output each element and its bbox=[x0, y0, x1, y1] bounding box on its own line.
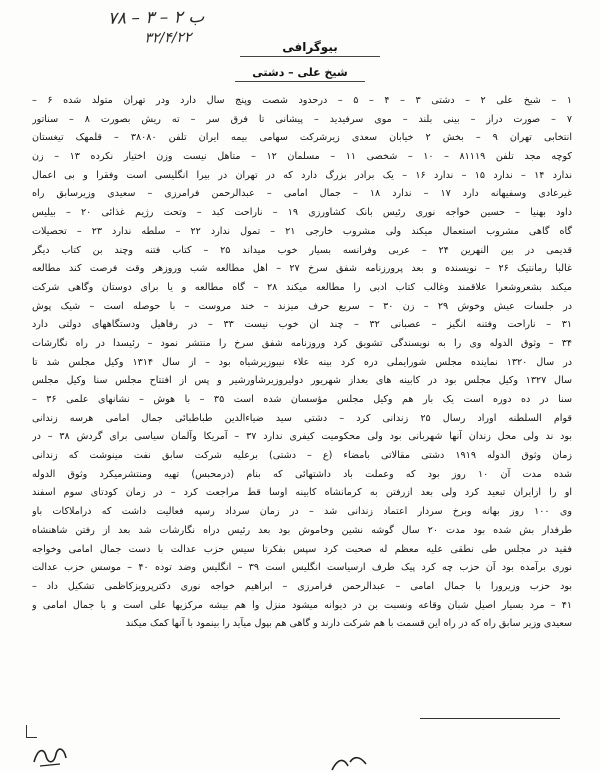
file-number: ۷۸ – ۳ – ۲ ب bbox=[107, 7, 205, 29]
file-date: ۳۲/۴/۲۲ bbox=[144, 29, 192, 47]
margin-bracket-mark bbox=[26, 725, 37, 738]
text-line: در جلسات عیش وخوش ۲۹ – زن ۳۰ – سریع حرف میزند – خند مروست – با حوصله است – شیک پوش bbox=[32, 300, 572, 312]
text-line: قدیمی در بین النهرین ۲۴ – عربی وفرانسه بسیار خوب میداند ۲۵ – کتاب فتنه وچند بن کتاب دیگر bbox=[32, 244, 572, 256]
text-line: کوچه مجد تلفن ۸۱۱۱۹ – ۱۰ – شخصی ۱۱ – مسلمان ۱۲ – متاهل نیست وزن اختیار نکرده ۱۳ – زن bbox=[32, 151, 572, 163]
text-line: زمان وثوق الدوله ۱۹۱۹ دشتی مقالاتی بامضاء (ع – دشتی) برعلیه شرکت سابق نفت مینوشت که زندانی bbox=[32, 450, 572, 462]
text-line: میکند بشعروشعرا علاقمند وغالب کتاب ادبی را مطالعه میکند ۲۸ – گاه مطالعه و یا برای دوستان وگاهی شرکت bbox=[32, 281, 572, 293]
text-line: گاه گاهی مشروب استعمال میکند ولی مشروب خارجی ۲۱ – تمول ندارد ۲۲ – سلطه ندارد ۲۳ – تحصیلات bbox=[32, 225, 572, 237]
text-line: غیرعادی وسفیهانه دارد ۱۷ – ندارد ۱۸ – جمال امامی – عبدالرحمن فرامرزی – سعیدی وزیرسابق راه bbox=[32, 188, 572, 200]
text-line: سعیدی وزیر سابق راه که در راه این قسمت با هم شرکت دارند و گاهی هم بپول میآید را بینمود با آنها کمک میکند bbox=[125, 618, 572, 630]
text-line: سال ۱۳۲۷ وکیل مجلس بود در کابینه های بعداز شهریور دولیروزیرشاورشیر و پس از افتتاح مجلس سنا وکیل مجلس bbox=[32, 375, 572, 387]
text-line: سنا در ده دوره است یک بار هم وکیل مجلس مؤسسان شده است ۳۵ – با هوش – نشانهای علمی ۳۶ – bbox=[32, 394, 572, 405]
text-line: ۳۱ – ناراحت وفتنه انگیز – عصبانی ۳۲ – چند ان خوب نیست ۳۳ – در رفاهیل ودستگاههای دولتی دارد bbox=[32, 319, 572, 331]
text-line: در سال ۱۳۲۰ نماینده مجلس شورایملی دره کرد بینه علاء نیبوزیرشیاه بود – از سال ۱۳۱۴ وکیل مجلس شد تا bbox=[32, 356, 572, 368]
text-line: ۱ – شیخ علی ۲ – دشتی ۳ – ۴ – ۵ – درحدود شصت وپنج سال دارد ودر تهران متولد شده ۶ – bbox=[32, 95, 572, 106]
underline-mark bbox=[420, 718, 560, 719]
text-line: انتخابی تهران ۹ – بخش ۲ خیابان سعدی زیرشرکت سهامی بیمه ایران تلفن ۳۸۰۸۰ – قلمهک تیغستان bbox=[32, 132, 572, 144]
text-line: ۴۱ – مرد بسیار اصیل شبان وقاعه ونسبت بن در دیوانه میشود منزل وا هم بیشه مرکزیها علی است و با جمال امامی و bbox=[32, 599, 572, 611]
text-line: بود حزب وزیرورا با جمال امامی – عبدالرحمن فرامرزی – ابراهیم خواجه نوری دکترپرویزکاظمی تشکیل داد – bbox=[32, 580, 572, 592]
text-line: فقید در مجلس طی نطقی علیه معظم له صحبت کرد سپس بفکرتا سیس حزب عدالت با دست جمال امامی وخواجه bbox=[32, 543, 572, 555]
text-line: قوام السلطنه اوراد رسال ۲۵ زندانی کرد – دشتی سید ضیاءالدین طباطبائی جمال امامی هرسه زندانی bbox=[32, 412, 572, 424]
text-line: ۳۴ – وثوق الدوله وی را به نویسندگی تشویق کرد وروزنامه شفق سرخ را منتشر نمود – رئیسدا در راه نگارشات bbox=[32, 337, 572, 349]
document-title: بیوگرافی bbox=[240, 40, 380, 57]
handwritten-signature bbox=[30, 742, 70, 770]
document-subject: شیخ علی – دشتی bbox=[235, 66, 365, 82]
text-line: ندارد ۱۴ – ندارد ۱۵ – ندارد ۱۶ – یک برادر بزرگ دارد که در تهران در بیرا انگلیسی است وفقرا و بی اعمال bbox=[32, 169, 572, 181]
text-line: ۷ – صورت دراز – بینی بلند – موی سرفیدید – پیشانی تا فرق سر – ته ریش بصورت ۸ – سناتور bbox=[32, 113, 572, 125]
text-line: نوری برآمده بود آن حزب چه کرد پیک طرف ارسیاست انگلیس است ۳۹ – انگلیس وضد توده ۴۰ – موسس حزب عدالت bbox=[32, 562, 572, 574]
text-line: طرفدار بش شده بود مدت ۲۰ سال گوشه نشین وخاموش بود بعد رئیس دراه نگارشات شد بعد از رفتن شاهنشاه bbox=[32, 524, 572, 536]
text-line: وی ۱۰۰ روز بهانه وبرخ سردار اعتماد زندانی شد – در زمان سرداد رسپه فعالیت داشت که دراملاکات باو bbox=[32, 506, 572, 518]
biography-text bbox=[32, 92, 572, 732]
text-line: او را ازایران تبعید کرد ولی بعد ازرفتن به کرمانشاه کابینه اوسا قط مراجعت کرد – در زمان کودتای سوم اسفند bbox=[32, 487, 572, 499]
text-line: غالبا رمانتیک ۲۶ – نویسنده و بعد پرورزنامه شفق سرخ ۲۷ – اهل مطالعه شب وروزهر وقت فرصت کند مطالعه bbox=[32, 263, 572, 275]
bottom-edge-mark bbox=[330, 752, 370, 772]
text-line: شده مدت آن ۱۰ روز بود که وعملت باد داشتهائی که بنام (درمحبس) تهیه ومنتشرمیکرد وثوق الدوله bbox=[32, 468, 572, 480]
text-line: داود بهنیا – حسین خواجه نوری رئیس بانک کشاورزی ۱۹ – ناراحت کبد – وتحت رژیم غذائی ۲۰ – بیلیس bbox=[32, 207, 572, 219]
text-line: بود ند ولی محل زندان آنها شهربانی بود ولی محکومیت کیفری ندارد ۳۷ – آمریکا وآلمان سیاسی برای گردش ۳۸ – در bbox=[32, 431, 572, 443]
